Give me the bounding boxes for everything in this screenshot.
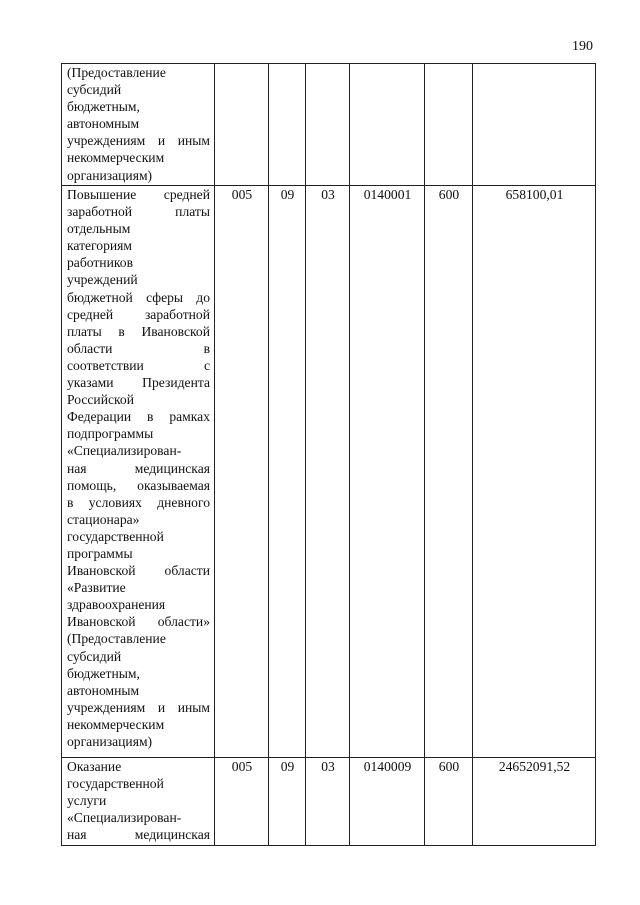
- description-line: отдельным: [67, 221, 131, 237]
- description-line: (Предоставление: [67, 65, 166, 80]
- description-line: Российской: [67, 392, 134, 408]
- description-line: услуги: [67, 793, 107, 809]
- expense-type-cell: [425, 64, 473, 186]
- description-line: некоммерческим: [67, 716, 165, 732]
- description-line: бюджетным,: [67, 99, 140, 115]
- description-line: помощь, оказываемая: [67, 477, 210, 493]
- ministry-code-cell: 005: [215, 758, 269, 846]
- description-cell: [62, 186, 215, 758]
- description-line: работников: [67, 255, 133, 271]
- description-line: учреждениям и иным: [67, 699, 210, 715]
- description-line: стационара»: [67, 511, 140, 527]
- target-article-cell: 0140009: [350, 758, 425, 846]
- description-line: «Специализирован-: [67, 810, 182, 826]
- page-number: 190: [572, 39, 593, 54]
- amount-cell: 658100,01: [473, 186, 596, 758]
- description-line: области в: [67, 340, 210, 356]
- subsection-code-cell: [306, 64, 350, 186]
- target-article-cell: 0140001: [350, 186, 425, 758]
- ministry-code-cell: [215, 64, 269, 186]
- description-line: государственной: [67, 528, 164, 544]
- description-line: бюджетной сферы до: [67, 289, 210, 305]
- description-cell: [62, 64, 215, 186]
- description-line: бюджетным,: [67, 665, 140, 681]
- expense-type-cell: 600: [425, 758, 473, 846]
- description-line: «Развитие: [67, 580, 126, 596]
- description-line: (Предоставление: [67, 631, 166, 647]
- description-line: платы в Ивановской: [67, 323, 210, 339]
- description-line: государственной: [67, 776, 164, 792]
- description-line: подпрограммы: [67, 426, 154, 442]
- description-line: в условиях дневного: [67, 494, 210, 510]
- description-line: Ивановской области: [67, 563, 210, 579]
- description-line: Ивановской области»: [67, 614, 210, 630]
- description-line: некоммерческим: [67, 150, 165, 166]
- amount-cell: [473, 64, 596, 186]
- description-line: организациям): [67, 167, 153, 183]
- description-cell: [62, 758, 215, 846]
- description-line: указами Президента: [67, 375, 210, 391]
- table-row: [62, 186, 596, 758]
- description-line: субсидий: [67, 648, 122, 664]
- description-line: Оказание: [67, 759, 122, 774]
- section-code-cell: 09: [269, 186, 306, 758]
- description-line: субсидий: [67, 82, 122, 98]
- description-line: ная медицинская: [67, 460, 210, 476]
- budget-table: [61, 63, 596, 846]
- description-line: учреждений: [67, 272, 138, 288]
- ministry-code-cell: 005: [215, 186, 269, 758]
- description-line: автономным: [67, 682, 140, 698]
- description-line: категориям: [67, 238, 133, 254]
- expense-type-cell: 600: [425, 186, 473, 758]
- description-line: автономным: [67, 116, 140, 132]
- subsection-code-cell: 03: [306, 186, 350, 758]
- section-code-cell: 09: [269, 758, 306, 846]
- subsection-code-cell: 03: [306, 758, 350, 846]
- description-line: Федерации в рамках: [67, 409, 210, 425]
- description-line: заработной платы: [67, 204, 210, 220]
- section-code-cell: [269, 64, 306, 186]
- description-line: здравоохранения: [67, 597, 166, 613]
- description-line: соответствии с: [67, 357, 210, 373]
- table-row: [62, 64, 596, 186]
- description-line: программы: [67, 545, 133, 561]
- description-line: ная медицинская: [67, 827, 210, 843]
- description-line: средней заработной: [67, 306, 210, 322]
- amount-cell: 24652091,52: [473, 758, 596, 846]
- table-row: [62, 758, 596, 846]
- description-line: учреждениям и иным: [67, 133, 210, 149]
- description-line: организациям): [67, 734, 153, 749]
- description-line: Повышение средней: [67, 187, 210, 202]
- description-line: «Специализирован-: [67, 443, 182, 459]
- target-article-cell: [350, 64, 425, 186]
